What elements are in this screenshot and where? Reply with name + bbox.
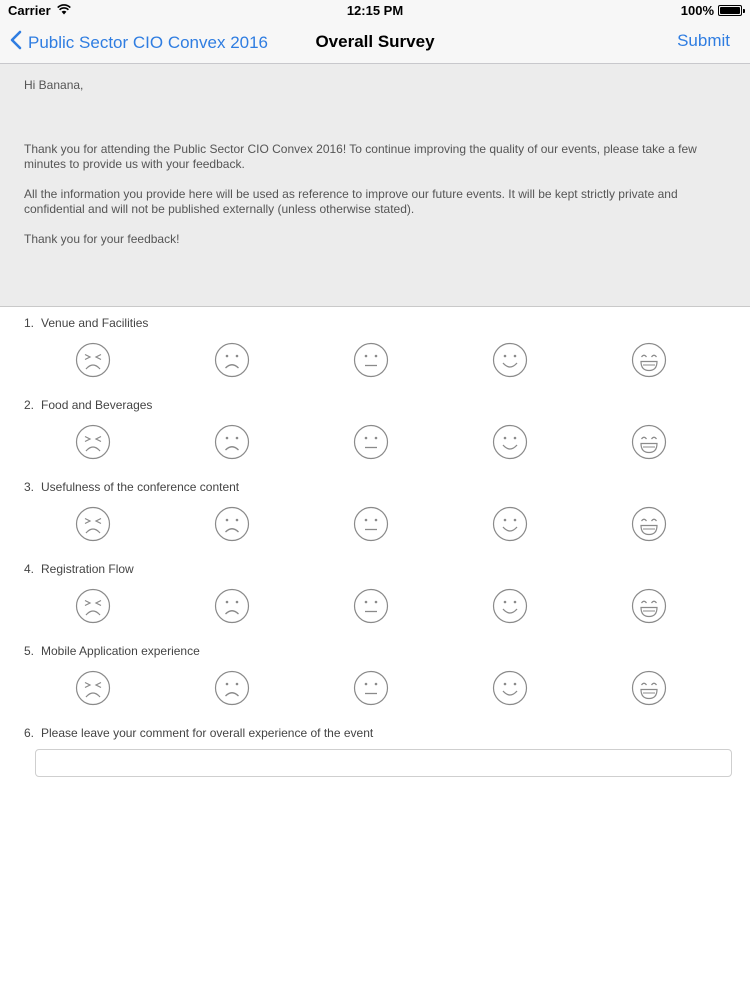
intro-panel	[0, 64, 750, 307]
smile-face-icon[interactable]	[492, 342, 528, 378]
angry-face-icon[interactable]	[75, 424, 111, 460]
rating-options	[0, 424, 750, 460]
neutral-face-icon[interactable]	[353, 670, 389, 706]
status-bar-right	[681, 3, 742, 18]
question-label	[24, 726, 373, 740]
navigation-bar	[0, 22, 750, 64]
question-label	[24, 562, 134, 576]
question-number: 6.	[24, 726, 35, 740]
smile-face-icon[interactable]	[492, 506, 528, 542]
battery-icon	[718, 5, 742, 16]
neutral-face-icon[interactable]	[353, 342, 389, 378]
grin-face-icon[interactable]	[631, 670, 667, 706]
question-text: Usefulness of the conference content	[41, 480, 240, 494]
question-text: Food and Beverages	[41, 398, 153, 412]
intro-paragraph-2: All the information you provide here will be used as reference to improve our future events. It will be kept strictly private and confidential and will not be published externally (unless otherwise stated).	[24, 187, 678, 216]
status-bar	[0, 0, 750, 22]
question-label	[24, 644, 200, 658]
survey-question	[0, 472, 750, 554]
survey-question	[0, 636, 750, 718]
status-time: 12:15 PM	[346, 3, 404, 18]
angry-face-icon[interactable]	[75, 588, 111, 624]
neutral-face-icon[interactable]	[353, 424, 389, 460]
rating-options	[0, 506, 750, 542]
question-label	[24, 398, 152, 412]
sad-face-icon[interactable]	[214, 588, 250, 624]
question-text: Registration Flow	[41, 562, 134, 576]
battery-percent: 100%	[680, 3, 714, 18]
angry-face-icon[interactable]	[75, 506, 111, 542]
smile-face-icon[interactable]	[492, 424, 528, 460]
question-label	[24, 316, 148, 330]
question-label	[24, 480, 239, 494]
survey-question	[0, 390, 750, 472]
grin-face-icon[interactable]	[631, 424, 667, 460]
question-number: 1.	[24, 316, 35, 330]
question-number: 3.	[24, 480, 35, 494]
sad-face-icon[interactable]	[214, 670, 250, 706]
page-title: Overall Survey	[315, 32, 435, 51]
rating-options	[0, 670, 750, 706]
rating-options	[0, 588, 750, 624]
survey-question	[0, 554, 750, 636]
comment-input[interactable]	[35, 749, 732, 777]
submit-button[interactable]: Submit	[677, 31, 730, 50]
smile-face-icon[interactable]	[492, 588, 528, 624]
grin-face-icon[interactable]	[631, 506, 667, 542]
question-number: 5.	[24, 644, 35, 658]
question-text: Venue and Facilities	[41, 316, 149, 330]
rating-options	[0, 342, 750, 378]
question-text: Please leave your comment for overall experience of the event	[41, 726, 374, 740]
greeting-text: Hi Banana,	[24, 78, 84, 92]
intro-paragraph-3: Thank you for your feedback!	[24, 232, 180, 246]
question-number: 2.	[24, 398, 35, 412]
sad-face-icon[interactable]	[214, 342, 250, 378]
back-button[interactable]	[10, 30, 268, 55]
angry-face-icon[interactable]	[75, 670, 111, 706]
intro-paragraph-1: Thank you for attending the Public Sector CIO Convex 2016! To continue improving the quality of our events, please take a few minutes to provide us with your feedback.	[24, 142, 697, 171]
angry-face-icon[interactable]	[75, 342, 111, 378]
carrier-label: Carrier	[8, 3, 51, 18]
sad-face-icon[interactable]	[214, 424, 250, 460]
sad-face-icon[interactable]	[214, 506, 250, 542]
grin-face-icon[interactable]	[631, 342, 667, 378]
back-button-label: Public Sector CIO Convex 2016	[28, 32, 269, 52]
neutral-face-icon[interactable]	[353, 506, 389, 542]
chevron-left-icon	[10, 30, 22, 55]
neutral-face-icon[interactable]	[353, 588, 389, 624]
smile-face-icon[interactable]	[492, 670, 528, 706]
question-number: 4.	[24, 562, 35, 576]
survey-question	[0, 308, 750, 390]
question-text: Mobile Application experience	[41, 644, 200, 658]
grin-face-icon[interactable]	[631, 588, 667, 624]
